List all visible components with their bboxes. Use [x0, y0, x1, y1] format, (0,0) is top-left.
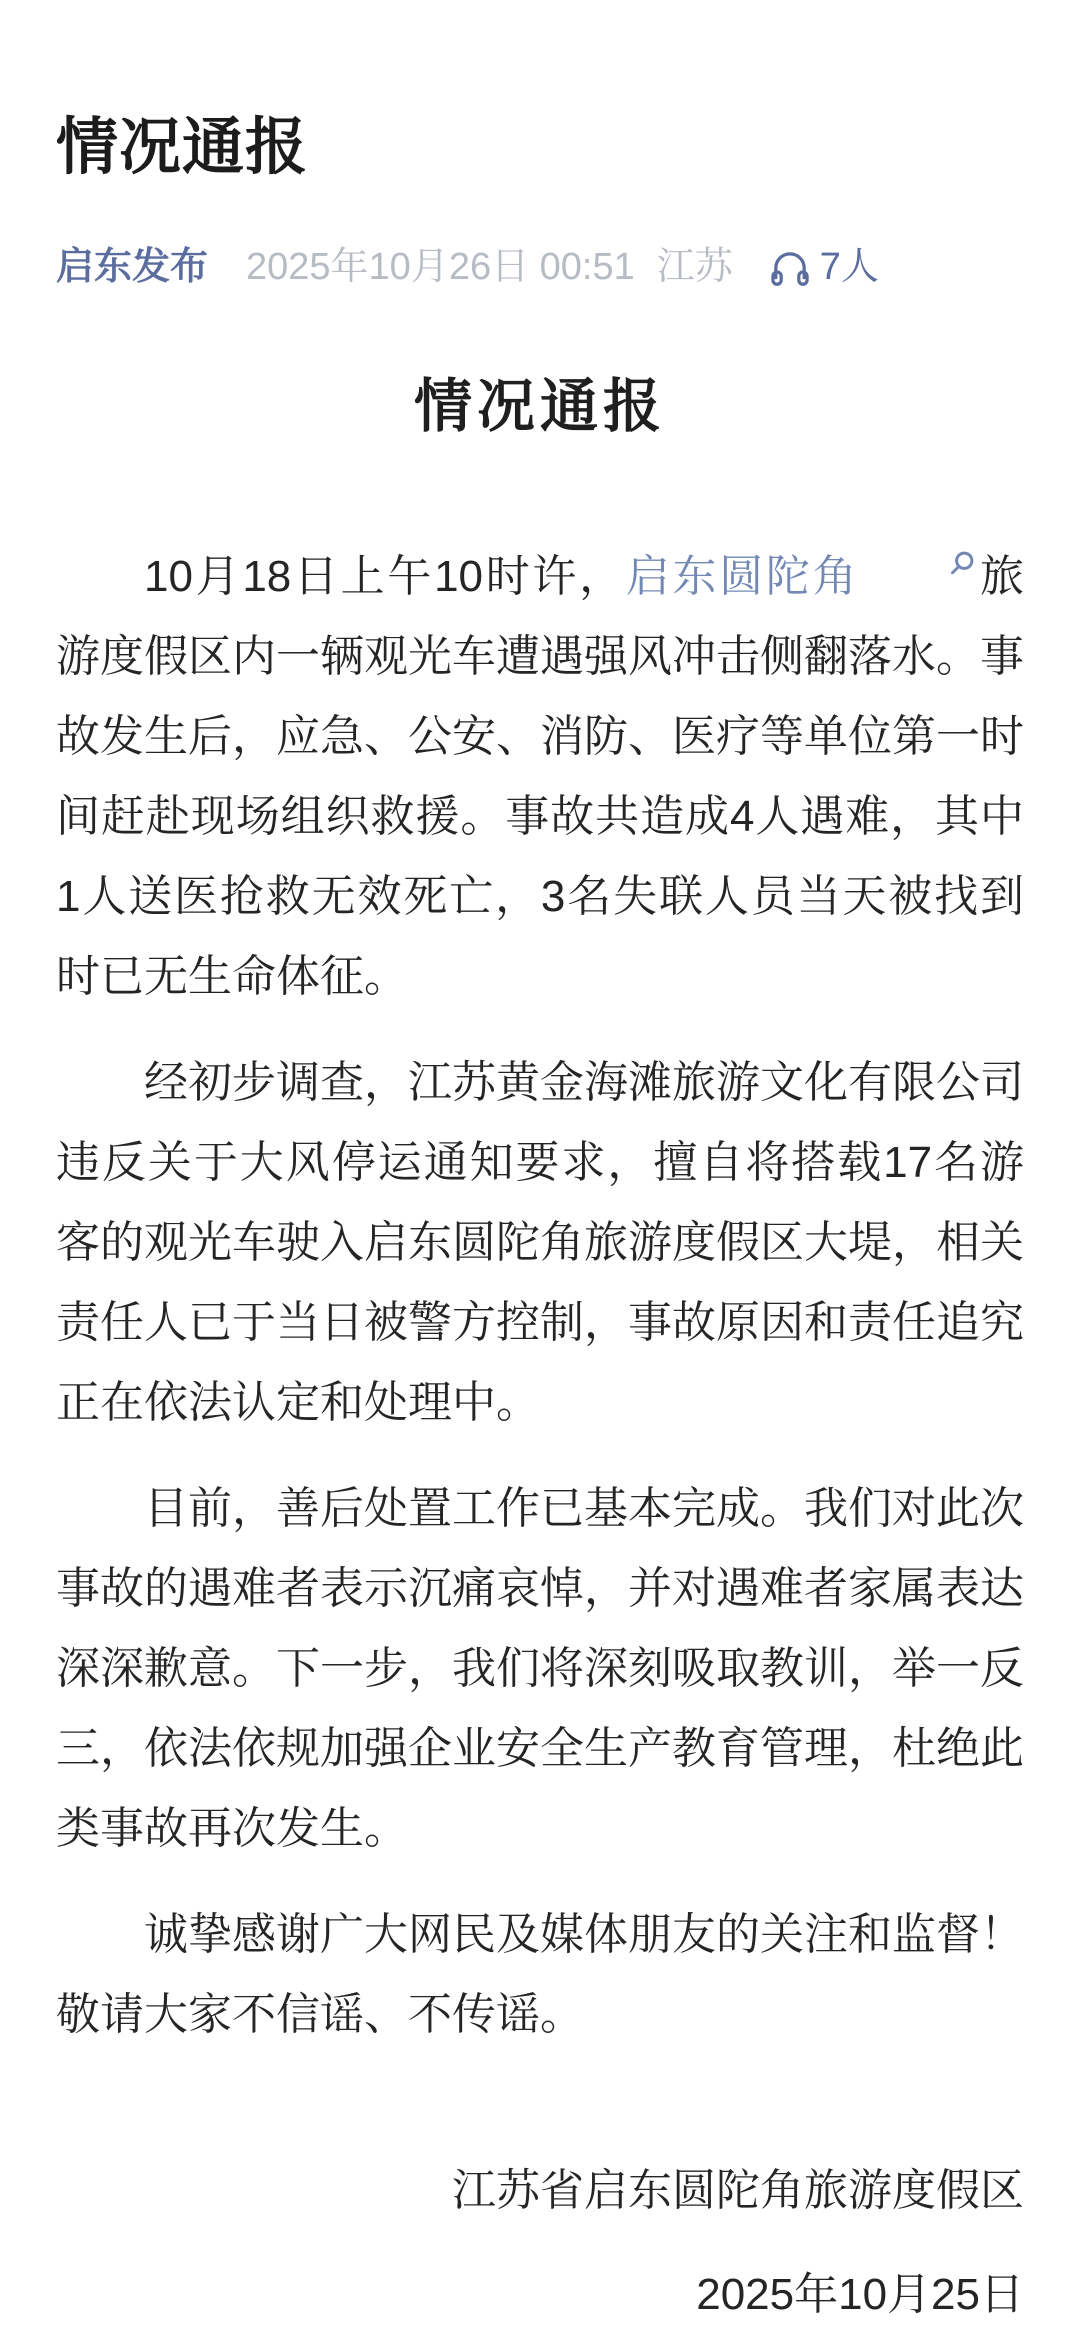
- article-header: [56, 112, 1024, 294]
- paragraph-1-rest: 旅游度假区内一辆观光车遭遇强风冲击侧翻落水。事故发生后，应急、公安、消防、医疗等单位第一时间赶赴现场组织救援。事故共造成4人遇难，其中1人送医抢救无效死亡，3名失联人员当天被找到时已无生命体征。: [56, 551, 1025, 1001]
- article-body: [56, 372, 1024, 2343]
- listen-button[interactable]: [767, 241, 879, 294]
- paragraph-4: 诚挚感谢广大网民及媒体朋友的关注和监督！敬请大家不信谣、不传谣。: [56, 1909, 1024, 2039]
- paragraph-1-lead: 10月18日上午10时许，: [144, 551, 626, 601]
- search-icon: [859, 548, 977, 578]
- paragraph-1: [56, 537, 1024, 1017]
- paragraph-3: 目前，善后处置工作已基本完成。我们对此次事故的遇难者表示沉痛哀悼，并对遇难者家属表达深深歉意。下一步，我们将深刻吸取教训，举一反三，依法依规加强企业安全生产教育管理，杜绝此类事故再次发生。: [56, 1483, 1024, 1853]
- source-link[interactable]: 启东发布: [56, 246, 209, 289]
- publish-location: 江苏: [656, 246, 733, 289]
- article-meta: [56, 241, 1024, 294]
- page-title: 情况通报: [56, 113, 309, 182]
- listen-count-label: 7人: [819, 246, 879, 289]
- publish-datetime: 2025年10月26日 00:51: [246, 246, 635, 289]
- headphones-icon: [767, 245, 813, 291]
- entity-link[interactable]: [626, 552, 978, 601]
- paragraph-2: 经初步调查，江苏黄金海滩旅游文化有限公司违反关于大风停运通知要求，擅自将搭载17名游客的观光车驶入启东圆陀角旅游度假区大堤，相关责任人已于当日被警方控制，事故原因和责任追究正在依法认定和处理中。: [56, 1057, 1024, 1427]
- entity-link-label: 启东圆陀角: [625, 551, 860, 601]
- article-heading: 情况通报: [413, 374, 666, 440]
- signature: 江苏省启东圆陀角旅游度假区: [452, 2165, 1024, 2215]
- signature-date: 2025年10月25日: [696, 2269, 1024, 2319]
